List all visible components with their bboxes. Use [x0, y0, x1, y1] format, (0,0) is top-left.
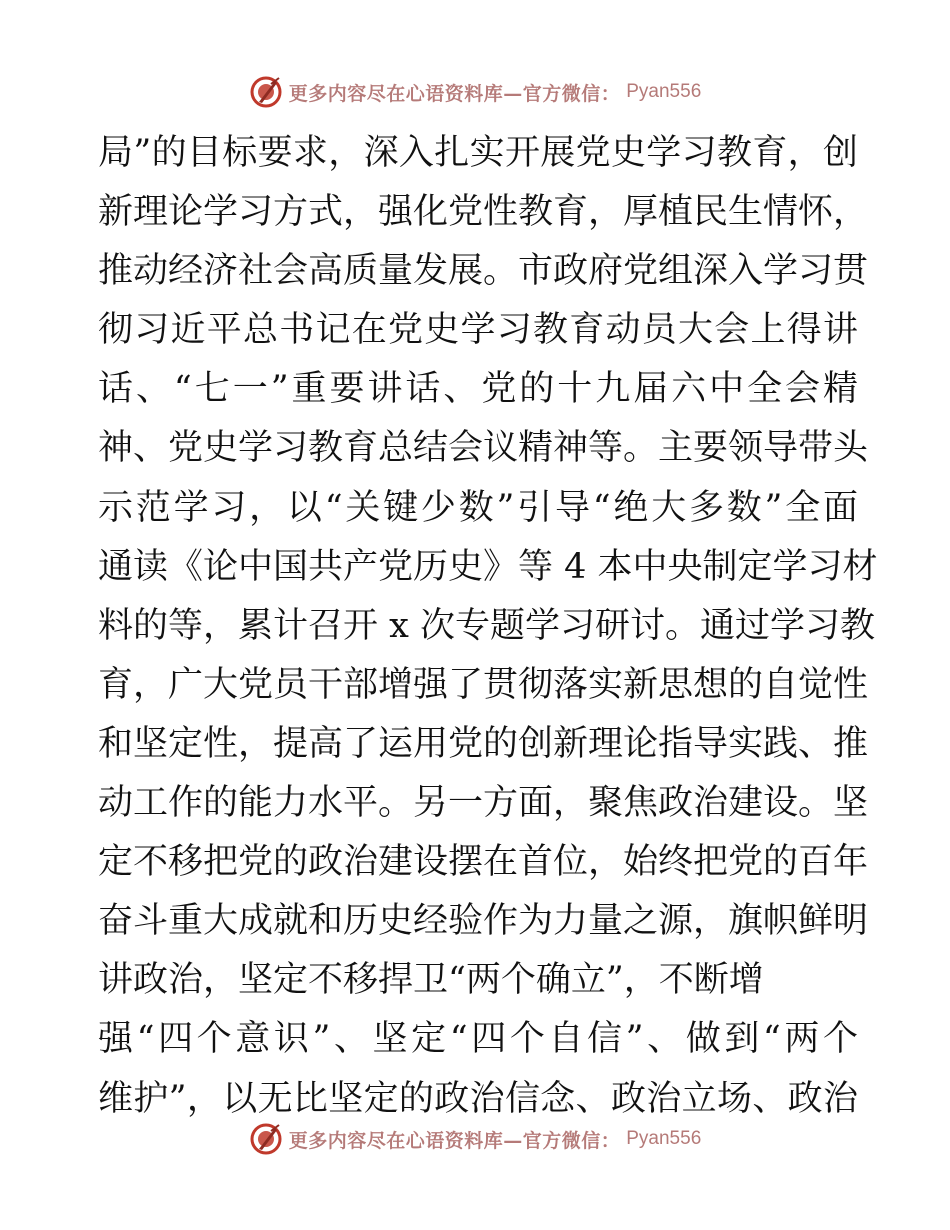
quill-logo-icon — [249, 75, 283, 109]
watermark-handle: Pyan556 — [626, 81, 702, 102]
header-watermark — [0, 72, 950, 112]
watermark-text: 更多内容尽在心语资料库—官方微信： — [288, 1129, 621, 1152]
footer-watermark — [0, 1119, 950, 1159]
text-line: 讲政治，坚定不移捍卫“两个确立”，不断增 — [98, 960, 764, 1001]
text-line: 新理论学习方式，强化党性教育，厚植民生情怀， — [98, 192, 869, 233]
watermark-handle: Pyan556 — [626, 1128, 702, 1149]
text-line: 强“四个意识”、坚定“四个自信”、做到“两个 — [98, 1019, 858, 1060]
text-line: 维护”，以无比坚定的政治信念、政治立场、政治 — [98, 1078, 858, 1119]
text-line: 局”的目标要求，深入扎实开展党史学习教育，创 — [98, 133, 858, 173]
watermark-text: 更多内容尽在心语资料库—官方微信： — [288, 82, 621, 105]
text-line: 示范学习，以“关键少数”引导“绝大多数”全面 — [98, 487, 858, 528]
quill-logo-icon — [249, 1122, 283, 1156]
text-line: 通读《论中国共产党历史》等 4 本中央制定学习材 — [98, 546, 878, 587]
text-line: 料的等，累计召开 x 次专题学习研讨。通过学习教 — [98, 605, 875, 646]
text-line: 定不移把党的政治建设摆在首位，始终把党的百年 — [98, 842, 869, 883]
text-line: 和坚定性，提高了运用党的创新理论指导实践、推 — [98, 723, 869, 764]
text-line: 动工作的能力水平。另一方面，聚焦政治建设。坚 — [98, 783, 869, 824]
text-line: 推动经济社会高质量发展。市政府党组深入学习贯 — [98, 251, 869, 292]
text-line: 彻习近平总书记在党史学习教育动员大会上得讲 — [98, 310, 858, 351]
text-line: 神、党史学习教育总结会议精神等。主要领导带头 — [98, 428, 869, 469]
text-line: 育，广大党员干部增强了贯彻落实新思想的自觉性 — [98, 664, 869, 705]
document-body — [98, 124, 878, 1129]
text-line: 奋斗重大成就和历史经验作为力量之源，旗帜鲜明 — [98, 901, 869, 942]
text-line: 话、“七一”重要讲话、党的十九届六中全会精 — [98, 369, 858, 410]
